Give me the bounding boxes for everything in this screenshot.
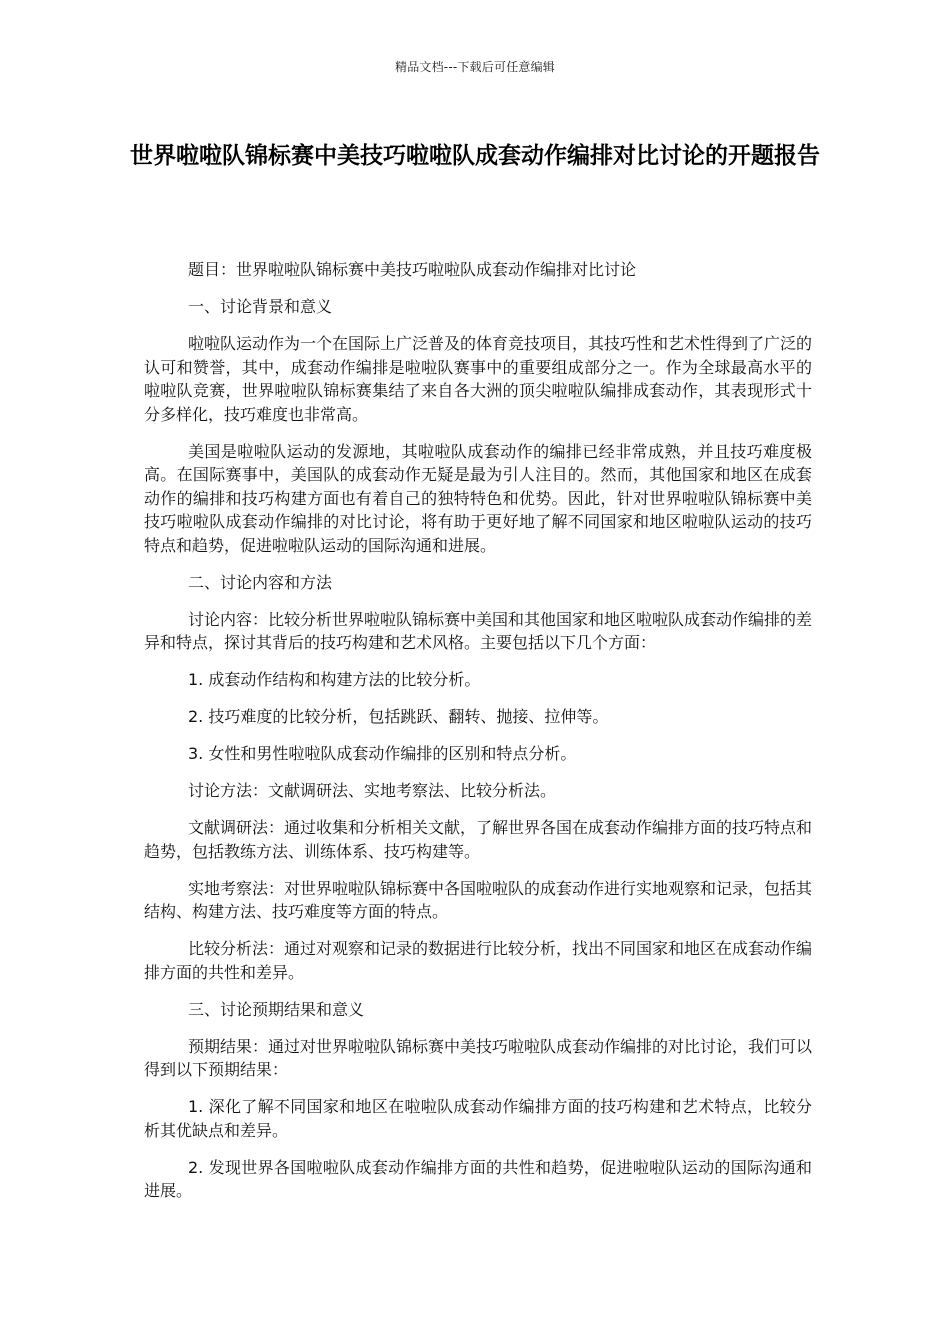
- list-item: 1. 深化了解不同国家和地区在啦啦队成套动作编排方面的技巧构建和艺术特点，比较分析其优缺点和差异。: [144, 1097, 812, 1140]
- topic-line: 题目：世界啦啦队锦标赛中美技巧啦啦队成套动作编排对比讨论: [188, 260, 637, 279]
- header-note: 精品文档---下载后可任意编辑: [395, 60, 555, 74]
- paragraph: 美国是啦啦队运动的发源地，其啦啦队成套动作的编排已经非常成熟，并且技巧难度极高。在国际赛事中，美国队的成套动作无疑是最为引人注目的。然而，其他国家和地区在成套动作的编排和技巧构建方面也有着自己的独特特色和优势。因此，针对世界啦啦队锦标赛中美技巧啦啦队成套动作编排的对比讨论，将有助于更好地了解不同国家和地区啦啦队运动的技巧特点和趋势，促进啦啦队运动的国际沟通和进展。: [144, 441, 812, 555]
- list-item: 2. 技巧难度的比较分析，包括跳跃、翻转、抛接、拉伸等。: [188, 707, 609, 726]
- paragraph: 讨论内容：比较分析世界啦啦队锦标赛中美国和其他国家和地区啦啦队成套动作编排的差异和特点，探讨其背后的技巧构建和艺术风格。主要包括以下几个方面：: [144, 609, 813, 652]
- paragraph: 预期结果：通过对世界啦啦队锦标赛中美技巧啦啦队成套动作编排的对比讨论，我们可以得到以下预期结果：: [144, 1036, 813, 1079]
- section-heading-1: 一、讨论背景和意义: [188, 297, 333, 316]
- section-heading-2: 二、讨论内容和方法: [188, 572, 333, 592]
- paragraph: 啦啦队运动作为一个在国际上广泛普及的体育竞技项目，其技巧性和艺术性得到了广泛的认可和赞誉，其中，成套动作编排是啦啦队赛事中的重要组成部分之一。作为全球最高水平的啦啦队竞赛，世界啦啦队锦标赛集结了来自各大洲的顶尖啦啦队编排成套动作，其表现形式十分多样化，技巧难度也非常高。: [144, 334, 813, 424]
- paragraph: 文献调研法：通过收集和分析相关文献，了解世界各国在成套动作编排方面的技巧特点和趋势，包括教练方法、训练体系、技巧构建等。: [144, 818, 813, 861]
- list-item: 3. 女性和男性啦啦队成套动作编排的区别和特点分析。: [188, 744, 577, 763]
- paragraph: 比较分析法：通过对观察和记录的数据进行比较分析，找出不同国家和地区在成套动作编排方面的共性和差异。: [144, 939, 813, 982]
- section-heading-3: 三、讨论预期结果和意义: [188, 999, 365, 1019]
- paragraph: 讨论方法：文献调研法、实地考察法、比较分析法。: [188, 781, 557, 800]
- paragraph: 实地考察法：对世界啦啦队锦标赛中各国啦啦队的成套动作进行实地观察和记录，包括其结构、构建方法、技巧难度等方面的特点。: [144, 878, 813, 921]
- list-item: 2. 发现世界各国啦啦队成套动作编排方面的共性和趋势，促进啦啦队运动的国际沟通和进展。: [144, 1157, 812, 1200]
- document-body: [144, 258, 812, 1216]
- document-title: 世界啦啦队锦标赛中美技巧啦啦队成套动作编排对比讨论的开题报告: [130, 143, 820, 169]
- list-item: 1. 成套动作结构和构建方法的比较分析。: [188, 670, 481, 689]
